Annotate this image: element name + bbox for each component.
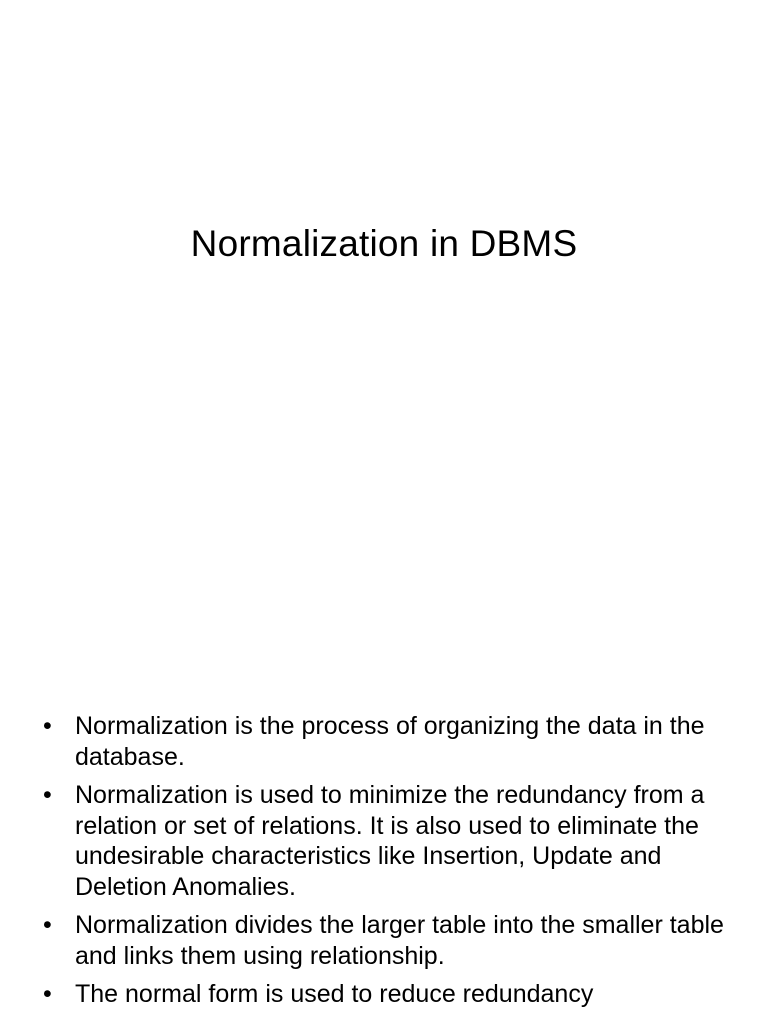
bullet-text-4: The normal form is used to reduce redundancy bbox=[75, 980, 594, 1008]
bullet-item-4 bbox=[41, 979, 741, 1010]
bullet-text-2: Normalization is used to minimize the redundancy from a relation or set of relations. It is also used to eliminate the undesirable characteristics like Insertion, Update and Deletion Anomalies. bbox=[75, 781, 705, 901]
bullet-item-1 bbox=[41, 711, 741, 772]
bullet-dot-icon: • bbox=[43, 712, 52, 740]
bullet-text-3: Normalization divides the larger table into the smaller table and links them using relationship. bbox=[75, 911, 724, 970]
bullet-item-3 bbox=[41, 910, 741, 971]
bullet-dot-icon: • bbox=[43, 781, 52, 809]
bullet-text-1: Normalization is the process of organizing the data in the database. bbox=[75, 712, 705, 771]
bullet-dot-icon: • bbox=[43, 980, 52, 1008]
bullet-dot-icon: • bbox=[43, 911, 52, 939]
slide-title: Normalization in DBMS bbox=[190, 223, 578, 264]
bullet-item-2 bbox=[41, 780, 741, 902]
bullet-list bbox=[41, 711, 741, 1018]
